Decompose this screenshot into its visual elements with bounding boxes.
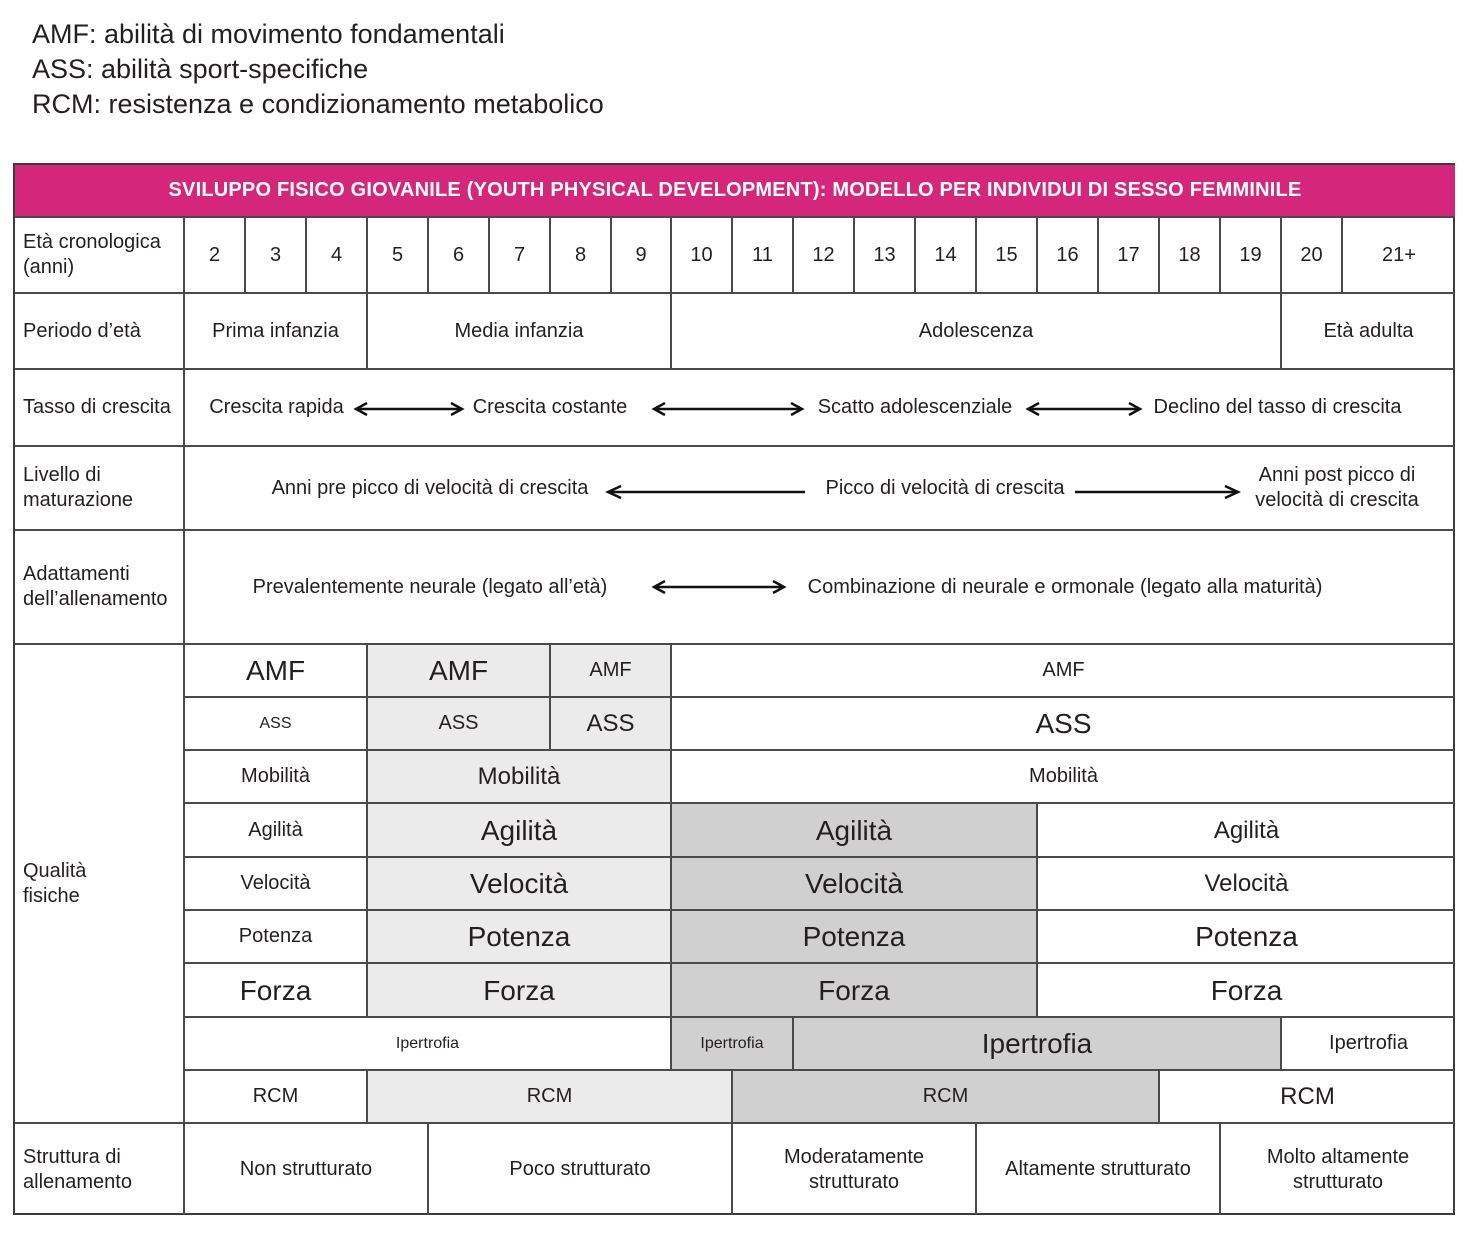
strength-cell: Forza [185,964,368,1018]
mobility-cell: Mobilità [368,751,672,804]
age-cell: 3 [246,218,307,294]
strength-cell: Forza [368,964,672,1018]
double-arrow-icon [651,580,787,594]
age-cell: 14 [916,218,977,294]
hypertrophy-cell: Ipertrofia [185,1018,672,1071]
hypertrophy-cell: Ipertrofia [1282,1018,1455,1071]
row-label-growth: Tasso di crescita [15,370,185,447]
age-cell: 10 [672,218,733,294]
growth-decline: Declino del tasso di crescita [1153,396,1402,418]
period-adolescence: Adolescenza [672,294,1282,370]
structure-moderate [733,1124,977,1215]
row-label-adaptation [15,531,185,645]
maturation-post-phv: Anni post picco di velocità di crescita [1255,464,1419,511]
amf-cell: AMF [185,645,368,698]
strength-cell: Forza [672,964,1038,1018]
age-cell: 21+ [1343,218,1455,294]
structure-low: Poco strutturato [429,1124,733,1215]
arrow-right-icon [1073,485,1241,499]
adaptation-neural: Prevalentemente neurale (legato all’età) [252,575,608,598]
age-cell: 20 [1282,218,1343,294]
row-label-maturation [15,447,185,531]
amf-cell: AMF [368,645,551,698]
structure-very-high-text: Molto altamente strutturato [1266,1145,1410,1193]
power-cell: Potenza [185,911,368,964]
speed-cell: Velocità [672,858,1038,911]
age-cell: 15 [977,218,1038,294]
age-cell: 8 [551,218,612,294]
mobility-cell: Mobilità [672,751,1455,804]
youth-development-table [13,163,1455,1215]
age-cell: 19 [1221,218,1282,294]
age-cell: 4 [307,218,368,294]
age-cell: 7 [490,218,551,294]
age-cell: 5 [368,218,429,294]
speed-cell: Velocità [368,858,672,911]
power-cell: Potenza [1038,911,1455,964]
period-early-childhood: Prima infanzia [185,294,368,370]
age-cell: 13 [855,218,916,294]
growth-steady: Crescita costante [472,396,628,418]
mobility-cell: Mobilità [185,751,368,804]
structure-unstructured: Non strutturato [185,1124,429,1215]
adaptation-label-text: Adattamenti dell’allenamento [23,563,168,610]
row-label-qualities [15,645,185,1124]
period-adulthood: Età adulta [1282,294,1455,370]
amf-cell: AMF [672,645,1455,698]
legend-rcm: RCM: resistenza e condizionamento metabolico [32,89,604,119]
growth-spurt: Scatto adolescenziale [817,396,1013,418]
ass-cell: ASS [368,698,551,751]
row-label-age: Età cronologica (anni) [15,218,185,294]
strength-cell: Forza [1038,964,1455,1018]
row-label-structure [15,1124,185,1215]
double-arrow-icon [353,402,465,416]
ass-cell: ASS [185,698,368,751]
structure-very-high [1221,1124,1455,1215]
agility-cell: Agilità [185,804,368,858]
age-cell: 6 [429,218,490,294]
age-cell: 11 [733,218,794,294]
adaptation-neural-hormonal: Combinazione di neurale e ormonale (legato alla maturità) [807,575,1323,598]
rcm-cell: RCM [368,1071,733,1124]
table-title: SVILUPPO FISICO GIOVANILE (YOUTH PHYSICAL DEVELOPMENT): MODELLO PER INDIVIDUI DI SESSO FEMMINILE [15,165,1455,218]
maturation-pre-phv: Anni pre picco di velocità di crescita [271,476,589,499]
period-middle-childhood: Media infanzia [368,294,672,370]
structure-moderate-text: Moderatamente strutturato [783,1145,925,1193]
agility-cell: Agilità [368,804,672,858]
double-arrow-icon [651,402,805,416]
growth-rapid: Crescita rapida [209,396,344,418]
hypertrophy-cell: Ipertrofia [672,1018,794,1071]
rcm-cell: RCM [185,1071,368,1124]
legend-amf: AMF: abilità di movimento fondamentali [32,19,505,49]
ass-cell: ASS [672,698,1455,751]
amf-cell: AMF [551,645,672,698]
maturation-label-text: Livello di maturazione [23,464,134,511]
power-cell: Potenza [368,911,672,964]
hypertrophy-cell: Ipertrofia [794,1018,1282,1071]
legend-ass: ASS: abilità sport-specifiche [32,54,369,84]
age-cell: 18 [1160,218,1221,294]
rcm-cell: RCM [1160,1071,1455,1124]
maturation-phv: Picco di velocità di crescita [825,476,1065,499]
age-cell: 16 [1038,218,1099,294]
agility-cell: Agilità [1038,804,1455,858]
speed-cell: Velocità [1038,858,1455,911]
row-label-period: Periodo d’età [15,294,185,370]
arrow-left-icon [605,485,807,499]
age-cell: 17 [1099,218,1160,294]
rcm-cell: RCM [733,1071,1160,1124]
power-cell: Potenza [672,911,1038,964]
age-cell: 2 [185,218,246,294]
ass-cell: ASS [551,698,672,751]
age-cell: 9 [612,218,672,294]
double-arrow-icon [1025,402,1143,416]
structure-label-text: Struttura di allenamento [23,1145,132,1193]
qualities-label-text: Qualità fisiche [23,859,87,907]
agility-cell: Agilità [672,804,1038,858]
speed-cell: Velocità [185,858,368,911]
age-cell: 12 [794,218,855,294]
structure-high: Altamente strutturato [977,1124,1221,1215]
